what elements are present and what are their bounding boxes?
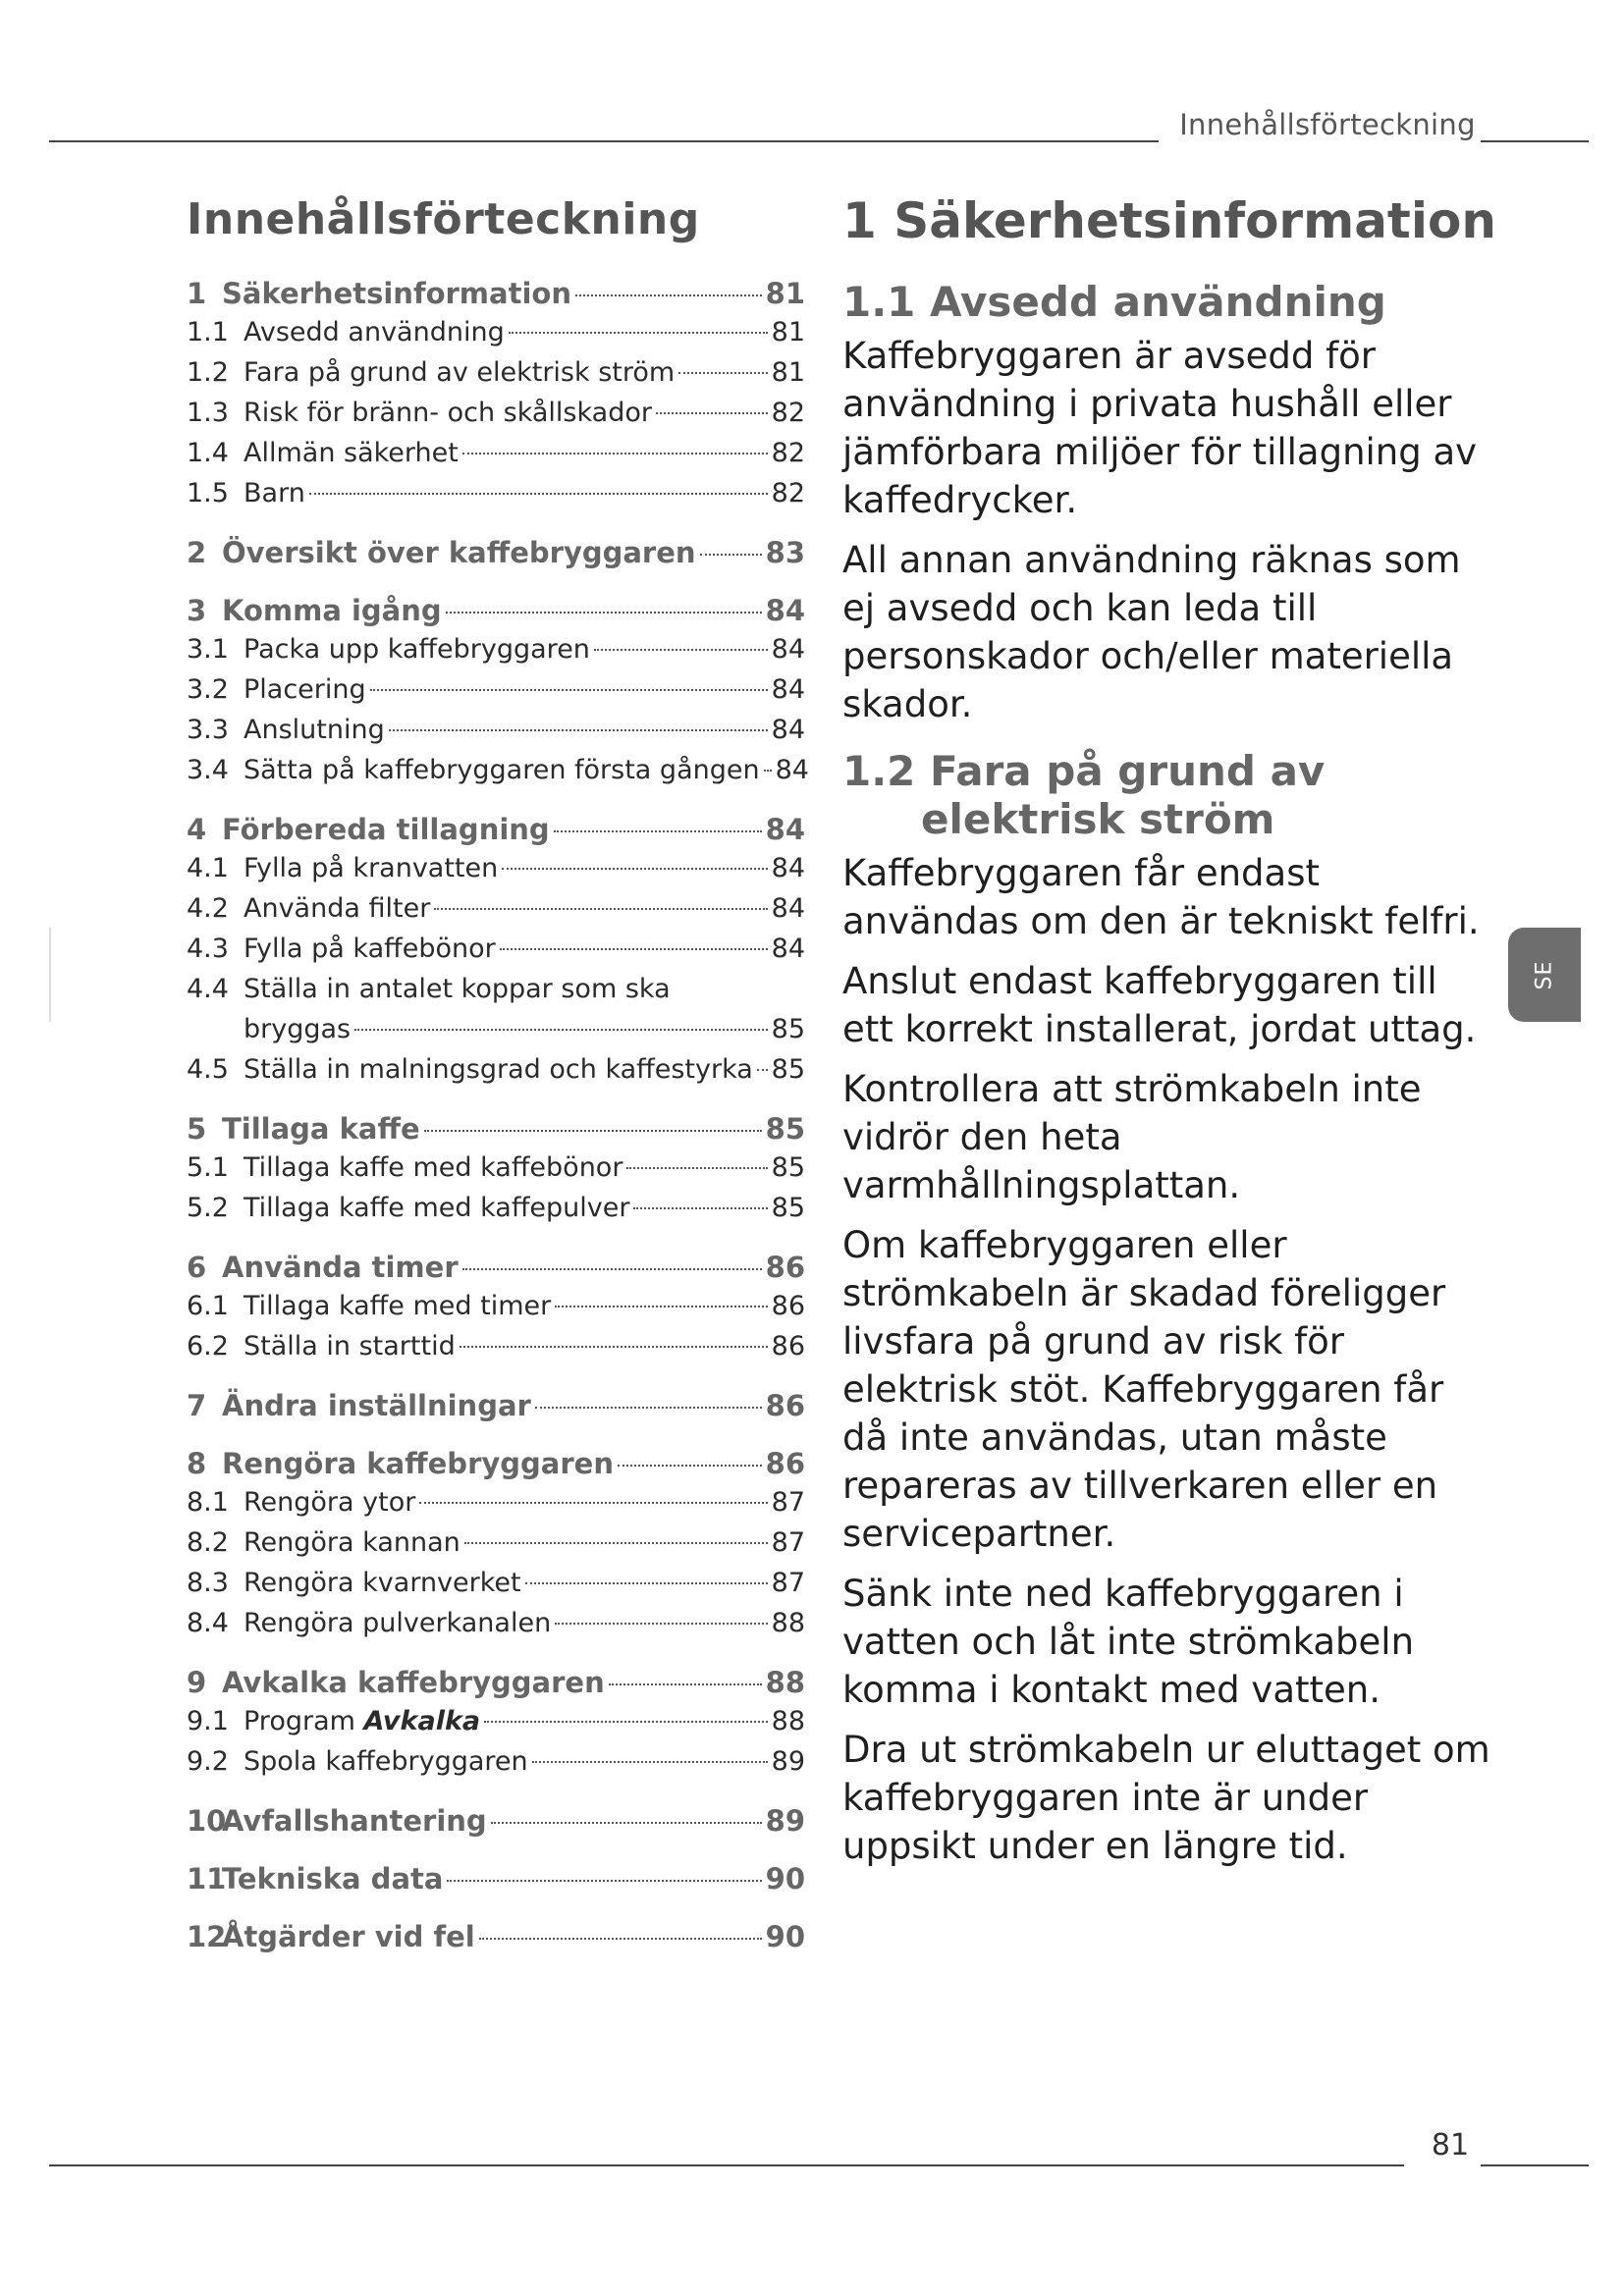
toc-chapter-entry[interactable]	[187, 1251, 805, 1291]
toc-entry-label	[244, 755, 760, 785]
toc-entry-label	[244, 1608, 551, 1638]
toc-entry-label	[244, 398, 652, 428]
toc-entry-label-text: Rengöra kvarnverket	[244, 1568, 521, 1598]
toc-entry-page: 87	[771, 1527, 805, 1558]
toc-entry-number: 9.1	[187, 1706, 229, 1736]
toc-entry-label-text: Packa upp kaffebryggaren	[244, 634, 590, 665]
toc-entry-label	[244, 357, 675, 388]
toc-entry-page: 89	[771, 1746, 805, 1777]
toc-entry-label	[222, 1251, 459, 1284]
paragraph: Dra ut strömkabeln ur eluttaget om kaffebryggaren inte är under uppsikt under en längre tid.	[842, 1728, 1490, 1867]
page-number: 81	[1431, 2128, 1470, 2163]
toc-dot-leader	[446, 612, 762, 614]
toc-entry-label	[222, 536, 696, 569]
toc-entry-page: 84	[771, 674, 805, 705]
toc-entry-label-text: Avkalka kaffebryggaren	[222, 1666, 605, 1699]
toc-entry-label-text: Förbereda tillagning	[222, 813, 550, 846]
toc-chapter-entry[interactable]	[187, 277, 805, 317]
toc-entry[interactable]	[187, 478, 805, 518]
toc-entry-label-text: Ställa in antalet koppar som ska	[244, 974, 671, 1004]
toc-entry-number: 4.2	[187, 893, 229, 924]
toc-entry-label-text: Säkerhetsinformation	[222, 277, 571, 310]
toc-dot-leader	[535, 1407, 762, 1409]
toc-entry-label	[222, 1804, 487, 1838]
toc-entry[interactable]	[187, 1746, 805, 1787]
toc-entry[interactable]	[187, 1608, 805, 1648]
toc-entry-label-text: Åtgärder vid fel	[222, 1920, 475, 1953]
toc-entry-page: 85	[765, 1112, 805, 1146]
paragraph: Sänk inte ned kaffebryggaren i vatten och låt inte strömkabeln komma i kontakt med vatten.	[842, 1572, 1415, 1711]
toc-dot-leader	[594, 649, 768, 651]
toc-entry-page: 81	[765, 277, 805, 310]
toc-entry-number: 4.3	[187, 934, 229, 964]
header-rule-right	[1481, 140, 1589, 142]
toc-group	[187, 1251, 805, 1371]
toc-entry-label-text: Rengöra pulverkanalen	[244, 1608, 552, 1638]
toc-dot-leader	[464, 1542, 768, 1544]
toc-entry-number: 1.1	[187, 317, 229, 347]
toc-chapter-entry[interactable]	[187, 1920, 805, 1960]
toc-entry-number: 1.3	[187, 398, 229, 428]
toc-entry-page: 81	[771, 317, 805, 347]
toc-entry-page: 90	[765, 1920, 805, 1953]
toc-entry-number: 3	[187, 594, 207, 627]
toc-entry-label	[244, 1527, 460, 1558]
toc-dot-leader	[419, 1502, 767, 1504]
toc-dot-leader	[479, 1938, 762, 1940]
toc-entry-label	[244, 1291, 551, 1321]
toc-entry-label-text: bryggas	[244, 1014, 352, 1044]
footer-rule-left	[49, 2164, 1404, 2166]
toc-entry-page: 82	[771, 398, 805, 428]
toc-entry-page: 86	[765, 1447, 805, 1480]
toc-entry-label	[244, 1014, 351, 1044]
footer-rule-right	[1481, 2164, 1589, 2166]
toc-entry-number: 6.2	[187, 1331, 229, 1362]
toc-entry-label	[244, 634, 590, 665]
toc-entry-label-text: Ändra inställningar	[222, 1389, 531, 1422]
toc-entry[interactable]	[187, 1054, 805, 1095]
toc-dot-leader	[633, 1207, 767, 1209]
toc-entry-number: 1	[187, 277, 207, 310]
toc-entry-label-text: Barn	[244, 478, 305, 508]
language-tab	[1508, 928, 1581, 1022]
toc-entry-label-text: Fylla på kaffebönor	[244, 934, 496, 964]
toc-entry-page: 89	[765, 1804, 805, 1838]
toc-entry[interactable]	[187, 1014, 805, 1054]
toc-entry-label	[222, 594, 442, 627]
toc-chapter-entry[interactable]	[187, 1447, 805, 1487]
toc-dot-leader	[554, 830, 762, 832]
toc-entry-label-text: Rengöra ytor	[244, 1487, 416, 1518]
toc-chapter-entry[interactable]	[187, 594, 805, 634]
toc-group	[187, 1920, 805, 1960]
toc-entry-label-text: Spola kaffebryggaren	[244, 1746, 528, 1777]
toc-dot-leader	[354, 1029, 768, 1031]
toc-entry-number: 8.2	[187, 1527, 229, 1558]
toc-entry[interactable]	[187, 438, 805, 478]
toc-entry-label	[222, 1666, 605, 1699]
toc-entry-page: 82	[771, 438, 805, 468]
main-content	[842, 192, 1496, 1882]
paragraph: All annan användning räknas som ej avsedd och kan leda till personskador och/eller materiella skador.	[842, 539, 1461, 726]
toc-entry[interactable]	[187, 1193, 805, 1233]
page-edge-mark	[49, 928, 51, 1022]
toc-entry[interactable]	[187, 974, 805, 1014]
toc-entry-page: 84	[771, 853, 805, 883]
toc-dot-leader	[509, 332, 768, 334]
toc-entry-label	[244, 715, 385, 745]
toc-entry-page: 88	[765, 1666, 805, 1699]
toc-entry-label-text: Tillaga kaffe med kaffepulver	[244, 1193, 630, 1223]
toc-entry-label-text: Använda filter	[244, 893, 431, 924]
toc-entry-page: 84	[771, 715, 805, 745]
toc-entry[interactable]	[187, 1152, 805, 1193]
toc-entry-page: 86	[765, 1251, 805, 1284]
toc-entry-label	[244, 438, 459, 468]
paragraph: Kaffebryggaren är avsedd för användning i privata hushåll eller jämförbara miljöer för tillagning av kaffedrycker.	[842, 335, 1478, 522]
toc-entry-number: 3.2	[187, 674, 229, 705]
section-heading: 1.1 Avsedd användning	[842, 278, 1386, 326]
toc-group	[187, 1112, 805, 1233]
toc-entry[interactable]	[187, 1706, 805, 1746]
toc-entry[interactable]	[187, 853, 805, 893]
toc-entry-page: 84	[771, 634, 805, 665]
toc-entry-label	[244, 1054, 753, 1085]
toc-entry-number: 11	[187, 1862, 227, 1896]
toc-entry-page: 82	[771, 478, 805, 508]
toc-entry-page: 85	[771, 1014, 805, 1044]
toc-group	[187, 594, 809, 795]
toc-entry-number: 8.1	[187, 1487, 229, 1518]
toc-dot-leader	[525, 1582, 768, 1584]
toc-entry-page: 81	[771, 357, 805, 388]
toc-entry-page: 86	[765, 1389, 805, 1422]
toc-entry-number: 3.4	[187, 755, 229, 785]
paragraph: Om kaffebryggaren eller strömkabeln är skadad föreligger livsfara på grund av risk för elektrisk stöt. Kaffebryggaren får då inte användas, utan måste repareras av tillverkaren eller en servicepartner.	[842, 1223, 1446, 1555]
toc-entry-number: 4.5	[187, 1054, 229, 1085]
toc-entry-label	[244, 317, 505, 347]
toc-entry[interactable]	[187, 1487, 805, 1527]
toc-entry-label-text: Allmän säkerhet	[244, 438, 459, 468]
toc-entry-page: 84	[771, 934, 805, 964]
toc-entry-number: 8.3	[187, 1568, 229, 1598]
toc-entry-number: 12	[187, 1920, 227, 1953]
toc-dot-leader	[626, 1167, 767, 1169]
toc-dot-leader	[462, 453, 768, 454]
toc-dot-leader	[575, 294, 762, 296]
toc-entry-label	[222, 1862, 443, 1896]
toc-dot-leader	[434, 908, 767, 910]
toc-dot-leader	[555, 1306, 767, 1308]
toc-entry-label-text: Tekniska data	[222, 1862, 444, 1896]
toc-entry-label	[222, 813, 550, 846]
toc-entry-label	[244, 478, 305, 508]
toc-entry[interactable]	[187, 357, 805, 398]
toc-entry-page: 86	[771, 1331, 805, 1362]
toc-dot-leader	[500, 948, 768, 950]
toc-group	[187, 277, 805, 518]
toc-entry-number: 4.4	[187, 974, 229, 1004]
paragraph: Anslut endast kaffebryggaren till ett korrekt installerat, jordat uttag.	[842, 959, 1477, 1050]
toc-entry-label	[244, 1746, 528, 1777]
toc-entry-label	[222, 1112, 420, 1146]
toc-dot-leader	[618, 1465, 762, 1467]
toc-entry-label-text: Översikt över kaffebryggaren	[222, 536, 696, 569]
toc-entry-label-text: Program	[244, 1706, 355, 1736]
toc-entry[interactable]	[187, 755, 809, 795]
header-section-label: Innehållsförteckning	[1179, 108, 1476, 141]
toc-entry-page: 86	[771, 1291, 805, 1321]
table-of-contents	[187, 277, 809, 1978]
paragraph: Kaffebryggaren får endast användas om den är tekniskt felfri.	[842, 851, 1480, 942]
toc-entry-label-text: Risk för bränn- och skållskador	[244, 398, 652, 428]
toc-entry-page: 83	[765, 536, 805, 569]
toc-entry-label-text: Avsedd användning	[244, 317, 505, 347]
toc-entry-number: 10	[187, 1804, 227, 1838]
toc-entry-label-text: Ställa in starttid	[244, 1331, 456, 1362]
toc-entry-label-text: Fara på grund av elektrisk ström	[244, 357, 676, 388]
toc-group	[187, 1447, 805, 1648]
toc-entry-label	[244, 1193, 629, 1223]
toc-dot-leader	[447, 1880, 761, 1882]
toc-chapter-entry[interactable]	[187, 1666, 805, 1706]
toc-title: Innehållsförteckning	[187, 194, 700, 244]
toc-entry-number: 1.4	[187, 438, 229, 468]
toc-entry-page: 84	[775, 755, 809, 785]
toc-entry-number: 4.1	[187, 853, 229, 883]
toc-entry-number: 5.2	[187, 1193, 229, 1223]
toc-entry-number: 9.2	[187, 1746, 229, 1777]
toc-entry-page: 85	[771, 1054, 805, 1085]
toc-entry-page: 85	[771, 1152, 805, 1183]
toc-entry-page: 84	[765, 594, 805, 627]
toc-group	[187, 813, 805, 1095]
toc-dot-leader	[389, 729, 768, 731]
toc-entry[interactable]	[187, 634, 805, 674]
toc-entry-label-text: Tillaga kaffe med kaffebönor	[244, 1152, 623, 1183]
paragraph: Kontrollera att strömkabeln inte vidrör den heta varmhållningsplattan.	[842, 1067, 1422, 1206]
toc-entry-label-text: Komma igång	[222, 594, 442, 627]
toc-entry-label	[222, 1920, 475, 1953]
toc-entry-label	[244, 1568, 521, 1598]
toc-entry-label	[244, 674, 366, 705]
toc-entry-page: 88	[771, 1706, 805, 1736]
toc-chapter-entry[interactable]	[187, 1112, 805, 1152]
toc-entry-number: 8	[187, 1447, 207, 1480]
toc-group	[187, 1389, 805, 1429]
toc-dot-leader	[555, 1623, 767, 1625]
toc-entry-label	[222, 277, 571, 310]
toc-dot-leader	[484, 1721, 767, 1723]
toc-group	[187, 536, 805, 576]
toc-entry-label-text: Tillaga kaffe	[222, 1112, 420, 1146]
toc-entry-number: 8.4	[187, 1608, 229, 1638]
toc-entry-label	[244, 1152, 623, 1183]
toc-entry[interactable]	[187, 1568, 805, 1608]
toc-entry-number: 4	[187, 813, 207, 846]
toc-entry-label	[244, 853, 498, 883]
toc-entry[interactable]	[187, 1527, 805, 1568]
toc-dot-leader	[502, 868, 767, 870]
toc-entry-page: 84	[771, 893, 805, 924]
toc-entry-label-emphasis: Avkalka	[363, 1706, 481, 1736]
toc-entry-number: 3.1	[187, 634, 229, 665]
toc-dot-leader	[700, 554, 762, 556]
toc-chapter-entry[interactable]	[187, 1804, 805, 1844]
toc-dot-leader	[609, 1683, 762, 1685]
toc-entry[interactable]	[187, 1331, 805, 1371]
toc-entry-label-text: Placering	[244, 674, 366, 705]
toc-dot-leader	[656, 412, 768, 414]
chapter-heading: 1 Säkerhetsinformation	[842, 192, 1496, 249]
toc-entry-number: 6	[187, 1251, 207, 1284]
header-rule-left	[49, 140, 1159, 142]
toc-entry[interactable]	[187, 715, 805, 755]
toc-entry-label-text: Avfallshantering	[222, 1804, 487, 1838]
toc-group	[187, 1862, 805, 1902]
toc-entry[interactable]	[187, 893, 805, 934]
toc-entry-label	[244, 974, 671, 1004]
toc-dot-leader	[678, 372, 767, 374]
toc-chapter-entry[interactable]	[187, 1862, 805, 1902]
language-tab-label: SE	[1532, 960, 1557, 989]
toc-group	[187, 1666, 805, 1787]
toc-entry-label-text: Ställa in malningsgrad och kaffestyrka	[244, 1054, 753, 1085]
toc-entry[interactable]	[187, 1291, 805, 1331]
toc-entry-number: 5.1	[187, 1152, 229, 1183]
toc-entry-number: 5	[187, 1112, 207, 1146]
toc-entry-label-text: Rengöra kannan	[244, 1527, 460, 1558]
toc-entry-label	[244, 893, 430, 924]
toc-entry-label	[244, 1487, 415, 1518]
toc-entry-number: 6.1	[187, 1291, 229, 1321]
toc-entry-label-text: Anslutning	[244, 715, 385, 745]
toc-entry-page: 87	[771, 1568, 805, 1598]
toc-entry-label	[244, 934, 496, 964]
toc-entry-label-text: Använda timer	[222, 1251, 459, 1284]
toc-entry-page: 84	[765, 813, 805, 846]
toc-dot-leader	[491, 1822, 762, 1824]
toc-dot-leader	[460, 1346, 768, 1348]
toc-dot-leader	[370, 689, 768, 691]
toc-entry-number: 7	[187, 1389, 207, 1422]
toc-entry-label	[222, 1389, 531, 1422]
toc-group	[187, 1804, 805, 1844]
toc-entry-page: 88	[771, 1608, 805, 1638]
toc-entry-number: 1.5	[187, 478, 229, 508]
toc-entry-number: 3.3	[187, 715, 229, 745]
toc-entry-page: 87	[771, 1487, 805, 1518]
toc-entry-page: 85	[771, 1193, 805, 1223]
toc-dot-leader	[757, 1069, 768, 1071]
toc-entry[interactable]	[187, 674, 805, 715]
toc-entry[interactable]	[187, 317, 805, 357]
toc-dot-leader	[532, 1761, 768, 1763]
toc-entry-label-text: Sätta på kaffebryggaren första gången	[244, 755, 760, 785]
section-heading: 1.2 Fara på grund av elektrisk ström	[842, 747, 1326, 843]
toc-dot-leader	[309, 493, 768, 495]
toc-entry-label	[244, 1706, 480, 1736]
toc-entry-number: 2	[187, 536, 207, 569]
toc-dot-leader	[424, 1130, 762, 1132]
toc-dot-leader	[764, 770, 772, 772]
toc-entry-page: 90	[765, 1862, 805, 1896]
toc-entry-label	[244, 1331, 456, 1362]
toc-entry-label-text: Rengöra kaffebryggaren	[222, 1447, 614, 1480]
toc-entry[interactable]	[187, 934, 805, 974]
toc-entry-label-text: Fylla på kranvatten	[244, 853, 499, 883]
toc-chapter-entry[interactable]	[187, 1389, 805, 1429]
toc-entry-label-text: Tillaga kaffe med timer	[244, 1291, 552, 1321]
toc-chapter-entry[interactable]	[187, 536, 805, 576]
toc-entry-number: 9	[187, 1666, 207, 1699]
toc-entry[interactable]	[187, 398, 805, 438]
toc-dot-leader	[462, 1268, 762, 1270]
toc-entry-number: 1.2	[187, 357, 229, 388]
toc-chapter-entry[interactable]	[187, 813, 805, 853]
toc-entry-label	[222, 1447, 614, 1480]
